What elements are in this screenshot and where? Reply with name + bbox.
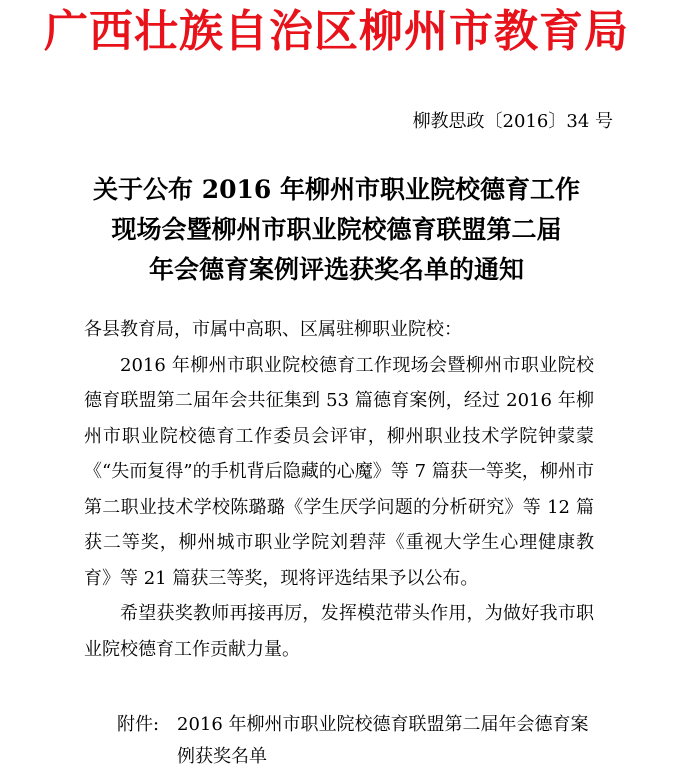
document-number: 柳教思政〔2016〕34 号 xyxy=(412,111,613,132)
title-line: 关于公布 2016 年柳州市职业院校德育工作 xyxy=(93,175,580,204)
attachment-title: 2016 年柳州市职业院校德育联盟第二届年会德育案例获奖名单 xyxy=(177,714,589,767)
document-title xyxy=(40,170,633,290)
attachment xyxy=(117,709,597,773)
body-paragraph: 希望获奖教师再接再厉，发挥模范带头作用，为做好我市职业院校德育工作贡献力量。 xyxy=(84,603,594,660)
salutation: 各县教育局，市属中高职、区属驻柳职业院校： xyxy=(84,319,462,340)
title-line: 年会德育案例评选获奖名单的通知 xyxy=(148,255,524,284)
body-paragraph: 2016 年柳州市职业院校德育工作现场会暨柳州市职业院校德育联盟第二届年会共征集到 53 篇德育案例，经过 2016 年柳州市职业院校德育工作委员会评审，柳州职业技术学院钟蒙蒙《“失而复得”的手机背后隐藏的心魔》等 7 篇获一等奖，柳州市第二职业技术学校陈璐璐《学生厌学问题的分析研究》等 12 篇获二等奖，柳州城市职业学院刘碧萍《重视大学生心理健康教育》等 21 篇获三等奖，现将评选结果予以公布。 xyxy=(84,354,594,589)
title-line: 现场会暨柳州市职业院校德育联盟第二届 xyxy=(111,215,562,244)
issuer-header: 广西壮族自治区柳州市教育局 xyxy=(44,6,629,57)
attachment-label: 附件: xyxy=(117,714,160,735)
document-body xyxy=(84,312,594,667)
